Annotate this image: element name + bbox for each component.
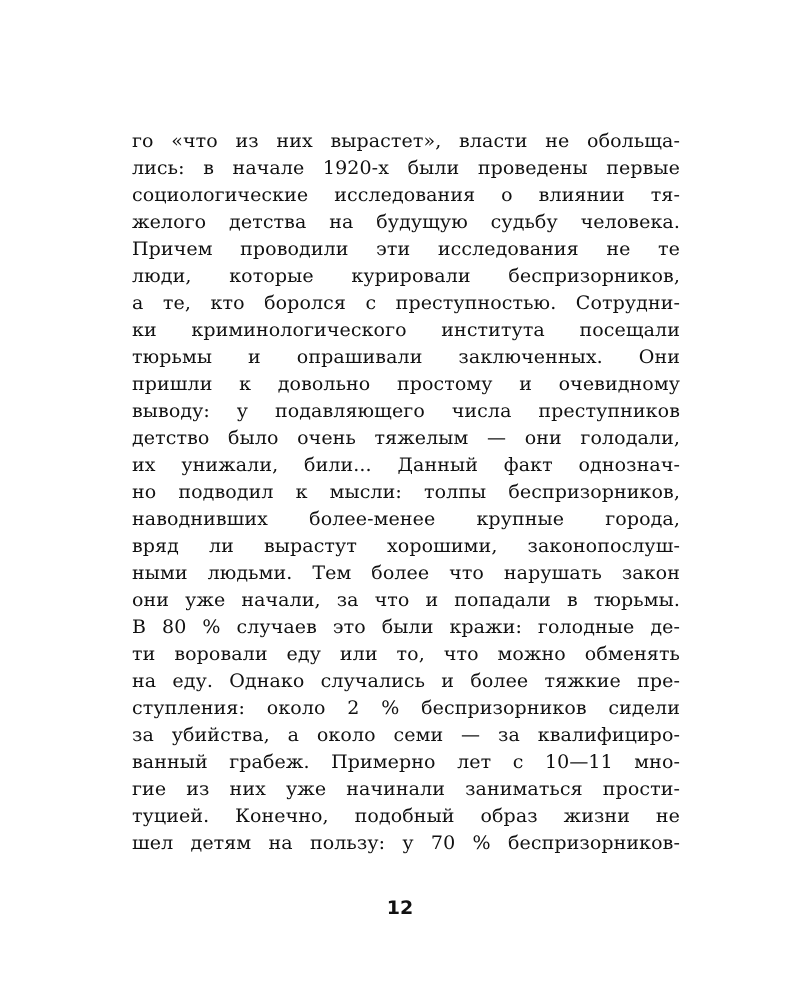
text-line: лись: в начале 1920-х были проведены первые: [132, 157, 680, 179]
text-line: детство было очень тяжелым — они голодали,: [132, 427, 680, 449]
text-line: гие из них уже начинали заниматься прости-: [132, 778, 680, 800]
text-line: ти воровали еду или то, что можно обменять: [132, 643, 680, 665]
text-line: ступления: около 2 % беспризорников сидели: [132, 697, 680, 719]
text-line: шел детям на пользу: у 70 % беспризорников-: [132, 832, 680, 854]
text-line: желого детства на будущую судьбу человека.: [132, 211, 680, 233]
text-line: но подводил к мысли: толпы беспризорников,: [132, 481, 680, 503]
text-line: тюрьмы и опрашивали заключенных. Они: [132, 346, 680, 368]
text-line: они уже начали, за что и попадали в тюрьмы.: [132, 589, 680, 611]
text-line: вряд ли вырастут хорошими, законопослуш-: [132, 535, 680, 557]
page-number: 12: [386, 897, 414, 919]
text-line: люди, которые курировали беспризорников,: [132, 265, 680, 287]
text-line: Причем проводили эти исследования не те: [132, 238, 680, 260]
text-line: выводу: у подавляющего числа преступников: [132, 400, 680, 422]
text-line: а те, кто боролся с преступностью. Сотрудни-: [132, 292, 680, 314]
text-line: наводнивших более-менее крупные города,: [132, 508, 680, 530]
text-line: ными людьми. Тем более что нарушать закон: [132, 562, 680, 584]
text-line: их унижали, били... Данный факт однознач-: [132, 454, 680, 476]
text-line: ванный грабеж. Примерно лет с 10—11 мно-: [132, 751, 680, 773]
text-line: ки криминологического института посещали: [132, 319, 680, 341]
text-line: социологические исследования о влиянии тя-: [132, 184, 680, 206]
text-line: В 80 % случаев это были кражи: голодные де-: [132, 616, 680, 638]
body-text: [132, 128, 680, 857]
text-line: го «что из них вырастет», власти не обольща-: [132, 130, 680, 152]
text-line: за убийства, а около семи — за квалифициро-: [132, 724, 680, 746]
text-line: пришли к довольно простому и очевидному: [132, 373, 680, 395]
text-line: туцией. Конечно, подобный образ жизни не: [132, 805, 680, 827]
text-line: на еду. Однако случались и более тяжкие пре-: [132, 670, 680, 692]
